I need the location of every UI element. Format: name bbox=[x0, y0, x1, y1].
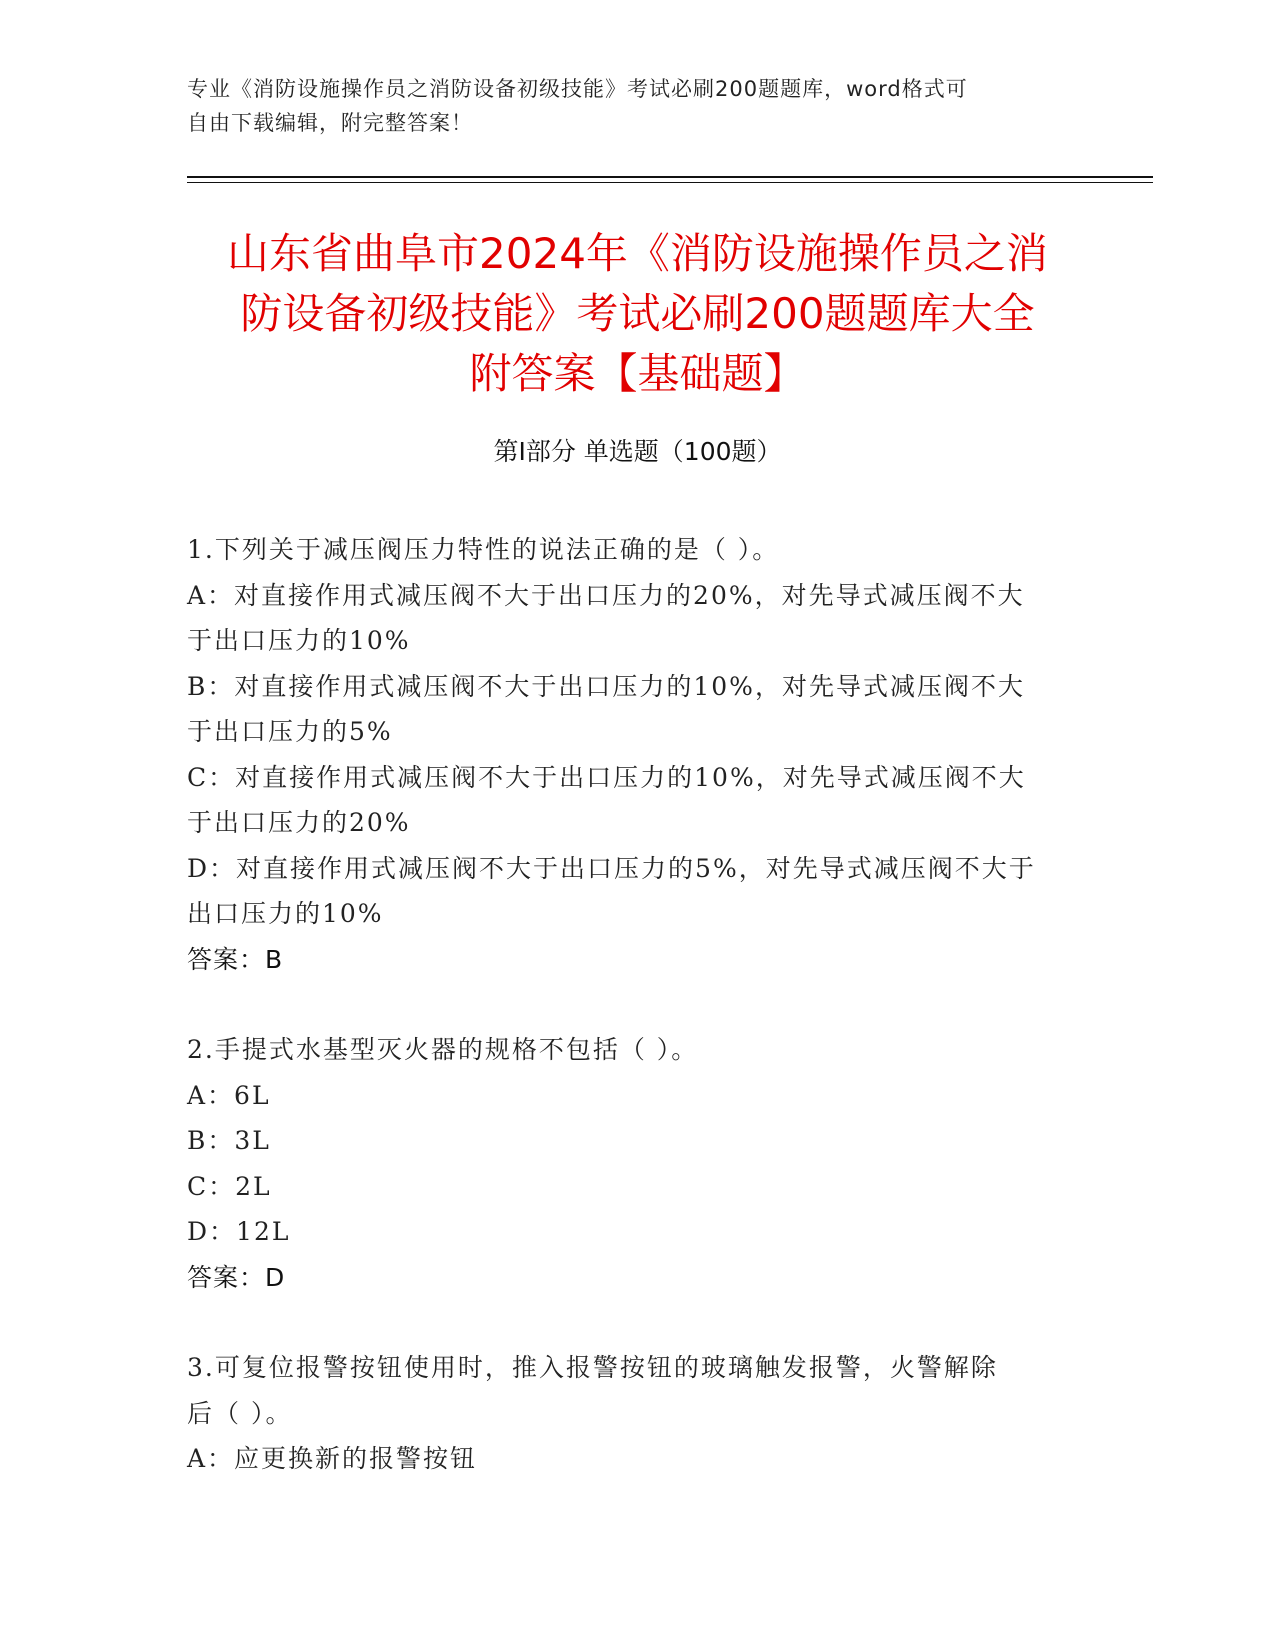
question-list bbox=[187, 527, 1087, 1482]
question-1 bbox=[187, 527, 1087, 982]
question-2-stem: 2.手提式水基型灭火器的规格不包括（ ）。 bbox=[187, 1035, 699, 1064]
question-3-stem-line-2: 后（ ）。 bbox=[187, 1398, 293, 1428]
document-title bbox=[160, 224, 1115, 404]
section-heading: 第Ⅰ部分 单选题（100题） bbox=[493, 437, 782, 466]
title-line-2: 防设备初级技能》考试必刷200题题库大全 bbox=[240, 289, 1035, 338]
question-2-answer: 答案：D bbox=[187, 1262, 286, 1292]
question-2-option-b: B：3L bbox=[187, 1126, 271, 1155]
header-note-line-2: 自由下载编辑，附完整答案！ bbox=[187, 111, 473, 135]
question-3 bbox=[187, 1345, 1087, 1482]
question-2-option-d: D：12L bbox=[187, 1217, 291, 1246]
question-2 bbox=[187, 1027, 1087, 1300]
header-note-line-1: 专业《消防设施操作员之消防设备初级技能》考试必刷200题题库，word格式可 bbox=[187, 77, 968, 101]
question-1-option-c-line-2: 于出口压力的20% bbox=[187, 808, 411, 837]
header-divider-thin bbox=[187, 182, 1153, 183]
question-spacer bbox=[187, 1300, 1087, 1345]
title-line-1: 山东省曲阜市2024年《消防设施操作员之消 bbox=[227, 229, 1048, 278]
question-1-stem: 1.下列关于减压阀压力特性的说法正确的是（ ）。 bbox=[187, 535, 780, 564]
question-1-option-a-line-2: 于出口压力的10% bbox=[187, 626, 411, 655]
header-divider-thick bbox=[187, 176, 1153, 178]
question-1-option-b-line-1: B：对直接作用式减压阀不大于出口压力的10%，对先导式减压阀不大 bbox=[187, 671, 1025, 701]
header-note bbox=[187, 72, 1087, 140]
question-1-option-d-line-2: 出口压力的10% bbox=[187, 899, 384, 928]
question-1-option-a-line-1: A：对直接作用式减压阀不大于出口压力的20%，对先导式减压阀不大 bbox=[187, 580, 1025, 610]
question-1-option-b-line-2: 于出口压力的5% bbox=[187, 717, 393, 746]
question-3-stem-line-1: 3.可复位报警按钮使用时，推入报警按钮的玻璃触发报警，火警解除 bbox=[187, 1353, 998, 1382]
question-3-option-a: A：应更换新的报警按钮 bbox=[187, 1444, 478, 1473]
title-line-3: 附答案【基础题】 bbox=[469, 349, 806, 398]
question-2-option-c: C：2L bbox=[187, 1171, 272, 1201]
question-spacer bbox=[187, 982, 1087, 1027]
question-1-option-c-line-1: C：对直接作用式减压阀不大于出口压力的10%，对先导式减压阀不大 bbox=[187, 762, 1026, 792]
question-2-option-a: A：6L bbox=[187, 1080, 271, 1110]
question-1-option-d-line-1: D：对直接作用式减压阀不大于出口压力的5%，对先导式减压阀不大于 bbox=[187, 853, 1036, 883]
question-1-answer: 答案：B bbox=[187, 944, 284, 974]
